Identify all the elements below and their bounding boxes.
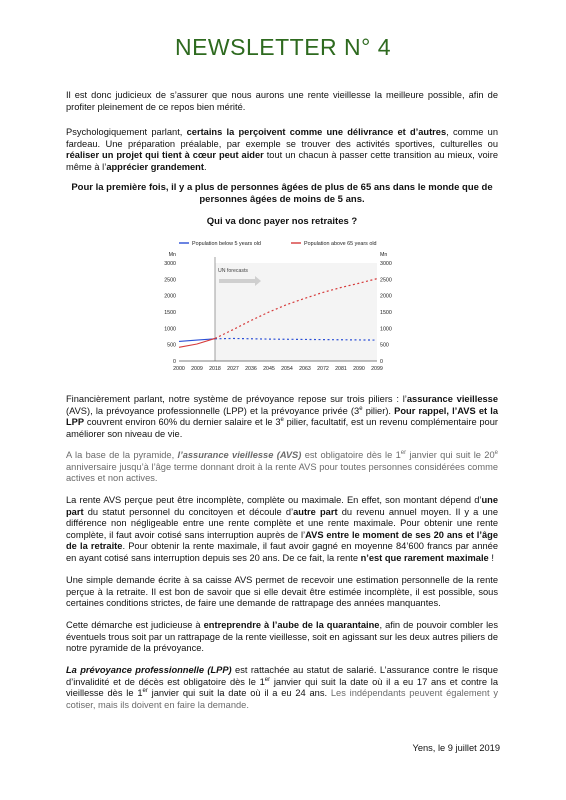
text: (AVS), la prévoyance professionnelle (LPP) et la prévoyance privée (3 (66, 405, 360, 416)
y-tick-label-left: 2000 (164, 293, 176, 300)
y-tick-label-left: 2500 (164, 277, 176, 284)
superscript: er (264, 676, 271, 683)
y-tick-label-right: 1500 (380, 310, 392, 316)
x-tick-label: 2054 (281, 366, 293, 372)
text: est rattachée au statut de salarié. L’assurance contre le risque d’invalidité et de décès est obligatoire dès le 1 (66, 665, 498, 687)
superscript: e (494, 449, 498, 456)
text: janvier qui suit la date où il a eu 24 ans. (147, 688, 328, 699)
forecast-region (215, 263, 377, 361)
text: Une simple demande écrite à sa caisse AVS permet de recevoir une estimation personnelle de la rente perçue à la retraite. Il est bon de savoir que si elle devait être estimée incomplète, il est possible, sous certaines conditions strictes, de faire une demande de rattrapage des années manquantes. (66, 575, 498, 609)
text: du revenu annuel moyen. Il y a une différence non négligeable entre une rente complète et une rente maximale. Pour obtenir une rente complète, il faut avoir cotisé sans interruption auprès de l’ (66, 506, 498, 540)
signature-date: Yens, le 9 juillet 2019 (412, 743, 500, 753)
y-tick-label-left: 1500 (164, 310, 176, 316)
text: pilier). (362, 405, 395, 416)
text: . (203, 161, 207, 172)
paragraph-estimate (66, 575, 498, 610)
paragraph-approach (66, 620, 498, 655)
paragraph-intro-text: Il est donc judicieux de s’assurer que nous aurons une rente vieillesse la meilleure possible, afin de profiter pleinement de ce repos bien mérité. (66, 90, 498, 112)
x-tick-label: 2099 (371, 366, 383, 372)
text: Financièrement parlant, notre système de prévoyance repose sur trois piliers : l’ (66, 394, 407, 404)
text: pilier, facultatif, est un revenu complémentaire pour améliorer son niveau de vie. (66, 417, 498, 439)
text-gray: Les indépendants peuvent également y cotiser, mais ils doivent en faire la demande. (66, 688, 498, 710)
paragraph-lpp (66, 665, 498, 711)
x-tick-label: 2000 (173, 366, 185, 372)
paragraph-intro (66, 90, 498, 113)
text: janvier qui suit le 20 (406, 450, 495, 460)
superscript: er (142, 688, 148, 695)
paragraph-avs (66, 450, 498, 485)
paragraph-avs-amount (66, 495, 498, 565)
text-bold: une part (66, 495, 498, 517)
y-tick-label-right: 2000 (380, 293, 392, 300)
text-bold: Pour rappel, l’AVS et la LPP (66, 405, 498, 428)
y-tick-label-left: 1000 (164, 326, 176, 333)
y-tick-label-left: 0 (173, 359, 176, 365)
text-bold: assurance vieillesse (406, 394, 499, 404)
x-tick-label: 2072 (317, 366, 329, 372)
x-tick-label: 2045 (263, 366, 275, 372)
y-tick-label-right: 0 (380, 359, 383, 365)
forecast-label: UN forecasts (218, 268, 248, 274)
text: est obligatoire dès le 1 (301, 450, 401, 460)
x-tick-label: 2027 (227, 366, 239, 372)
text-bold: l’assurance vieillesse (AVS) (177, 450, 302, 460)
text: tout un chacun à passer cette transition au mieux, voire même à l’ (66, 150, 498, 172)
text-bold: La prévoyance professionnelle (LPP) (66, 665, 232, 675)
x-tick-label: 2018 (209, 366, 221, 372)
text-bold: certains la perçoivent comme une délivrance et d’autres (186, 127, 447, 137)
legend-label: Population below 5 years old (192, 241, 261, 247)
text-bold: entreprendre à l’aube de la quarantaine (203, 620, 380, 630)
text-bold: n’est que rarement maximale (360, 552, 489, 563)
text: anniversaire jusqu’à l’âge terme donnant droit à la rente AVS pour toutes personnes considérées comme actives et non actives. (66, 461, 498, 484)
text: du statut personnel du concitoyen et découle d’ (83, 506, 294, 517)
newsletter-title: NEWSLETTER N° 4 (174, 34, 392, 60)
legend-label: Population above 65 years old (304, 241, 377, 247)
headline-statement: Pour la première fois, il y a plus de personnes âgées de plus de 65 ans dans le monde que de personnes âgées de moins de 5 ans. (71, 182, 493, 205)
text: ! (488, 552, 494, 563)
y-axis-label-right: Mn (380, 252, 388, 258)
headline-question: Qui va donc payer nos retraites ? (206, 216, 358, 227)
population-chart (145, 237, 407, 381)
paragraph-psychology (66, 127, 498, 173)
text-bold: autre part (293, 506, 338, 517)
text: couvrent environ 60% du dernier salaire et le 3 (84, 417, 281, 428)
text: . Pour obtenir la rente maximale, il faut avoir gagné en moyenne 84’600 francs par année en ayant cotisé sans interruption depuis ses 20 ans. De ce fait, la rente (66, 541, 499, 563)
x-tick-label: 2081 (335, 366, 347, 372)
y-tick-label-left: 500 (167, 342, 176, 349)
text: Psychologiquement parlant, (66, 127, 187, 137)
text-bold: AVS entre le moment de ses 20 ans et l’âge de la retraite (66, 529, 498, 552)
y-tick-label-left: 3000 (164, 261, 176, 267)
x-tick-label: 2090 (353, 366, 365, 372)
y-tick-label-right: 500 (380, 342, 389, 349)
superscript: e (359, 405, 363, 412)
text-bold: réaliser un projet qui tient à cœur peut aider (66, 150, 264, 161)
paragraph-pillars (66, 394, 498, 440)
text-bold: apprécier grandement (106, 161, 204, 172)
y-tick-label-right: 3000 (380, 261, 392, 267)
y-axis-label-left: Mn (168, 252, 176, 258)
text: janvier qui suit la date où il a eu 17 ans et contre la vieillesse dès le 1 (66, 676, 498, 699)
text: La rente AVS perçue peut être incomplète, complète ou maximale. En effet, son montant dépend d’ (66, 495, 482, 505)
text: Cette démarche est judicieuse à (66, 620, 204, 630)
x-tick-label: 2009 (191, 366, 203, 372)
y-tick-label-right: 2500 (380, 277, 392, 284)
superscript: e (280, 417, 284, 424)
superscript: er (400, 449, 407, 456)
x-tick-label: 2063 (299, 366, 311, 372)
x-tick-label: 2036 (245, 366, 257, 372)
text: A la base de la pyramide, (66, 450, 178, 460)
y-tick-label-right: 1000 (380, 326, 392, 333)
text: , afin de pouvoir combler les éventuels trous soit par un rattrapage de la rente vieillesse, soit en agissant sur les deux autres piliers de notre pyramide de la prévoyance. (66, 620, 498, 654)
text: , comme un fardeau. Une préparation préalable, par exemple se trouver des activités sportives, culturelles ou (66, 127, 498, 149)
